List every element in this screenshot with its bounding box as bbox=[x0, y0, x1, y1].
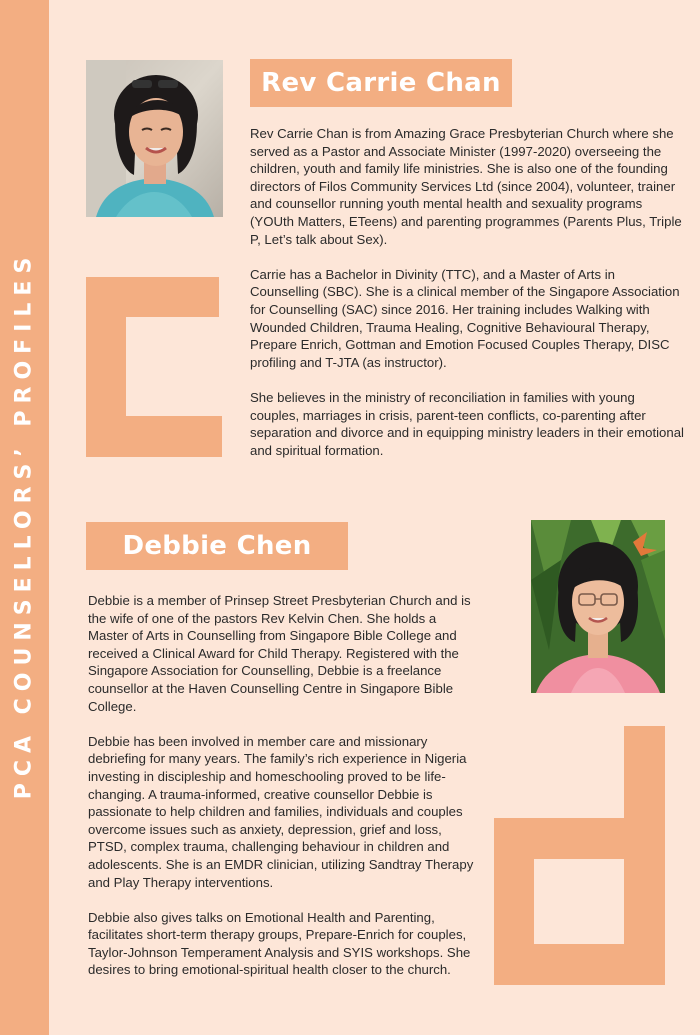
carrie-bio bbox=[250, 125, 686, 459]
sidebar-title: PCA COUNSELLORS’ PROFILES bbox=[11, 250, 37, 800]
carrie-bio-paragraph: Carrie has a Bachelor in Divinity (TTC), and a Master of Arts in Counselling (SBC). She is a clinical member of the Singapore Association for Counselling (SAC) since 2016. Her training includes Walking with Wounded Children, Trauma Healing, Cognitive Behavioural Therapy, Prepare Enrich, Gottman and Emotion Focused Couples Therapy, DISC profiling and T-JTA (as instructor). bbox=[250, 266, 680, 370]
sidebar-band bbox=[0, 0, 49, 1035]
letter-c-decoration bbox=[86, 277, 223, 457]
debbie-bio-paragraph: Debbie is a member of Prinsep Street Presbyterian Church and is the wife of one of the pastors Rev Kelvin Chen. She holds a Master of Arts in Counselling from Singapore Bible College and received a Clinical Award for Child Therapy. Registered with the Singapore Association for Counselling, Debbie is a freelance counsellor at the Haven Counselling Centre in Singapore Bible College. bbox=[88, 593, 471, 714]
letter-d-decoration bbox=[494, 726, 666, 986]
carrie-name: Rev Carrie Chan bbox=[261, 68, 501, 98]
debbie-name-box bbox=[86, 522, 348, 570]
carrie-bio-paragraph: She believes in the ministry of reconciliation in families with young couples, marriages in crisis, parent-teen conflicts, co-parenting after separation and divorce and in equipping ministry leaders in their emotional and spiritual formation. bbox=[250, 389, 684, 458]
debbie-bio-paragraph: Debbie also gives talks on Emotional Health and Parenting, facilitates short-term therapy groups, Prepare-Enrich for couples, Taylor-Johnson Temperament Analysis and SYIS workshops. She desires to bring emotional-spiritual health closer to the church. bbox=[88, 909, 471, 978]
debbie-bio-paragraph: Debbie has been involved in member care and missionary debriefing for many years. The family’s rich experience in Nigeria investing in discipleship and homeschooling proved to be life-changing. A trauma-informed, creative counsellor Debbie is passionate to help children and families, individuals and couples overcome issues such as anxiety, depression, grief and loss, PTSD, complex trauma, challenging behaviour in children and adolescents. She is an EMDR clinician, utilizing Sandtray Therapy and Play Therapy interventions. bbox=[88, 733, 474, 890]
debbie-name: Debbie Chen bbox=[122, 531, 312, 561]
carrie-photo bbox=[86, 60, 223, 217]
debbie-photo bbox=[531, 520, 665, 693]
carrie-bio-paragraph: Rev Carrie Chan is from Amazing Grace Presbyterian Church where she served as a Pastor and Associate Minister (1997-2020) overseeing the children, youth and family life ministries. She is also one of the founding directors of Filos Community Services Ltd (since 2004), volunteer, trainer and counsellor running youth mental health and sexuality programs (YOUth Matters, ETeens) and parenting programmes (Parents Plus, Triple P, Let’s talk about Sex). bbox=[250, 126, 682, 247]
debbie-bio bbox=[88, 592, 480, 979]
carrie-name-box bbox=[250, 59, 512, 107]
